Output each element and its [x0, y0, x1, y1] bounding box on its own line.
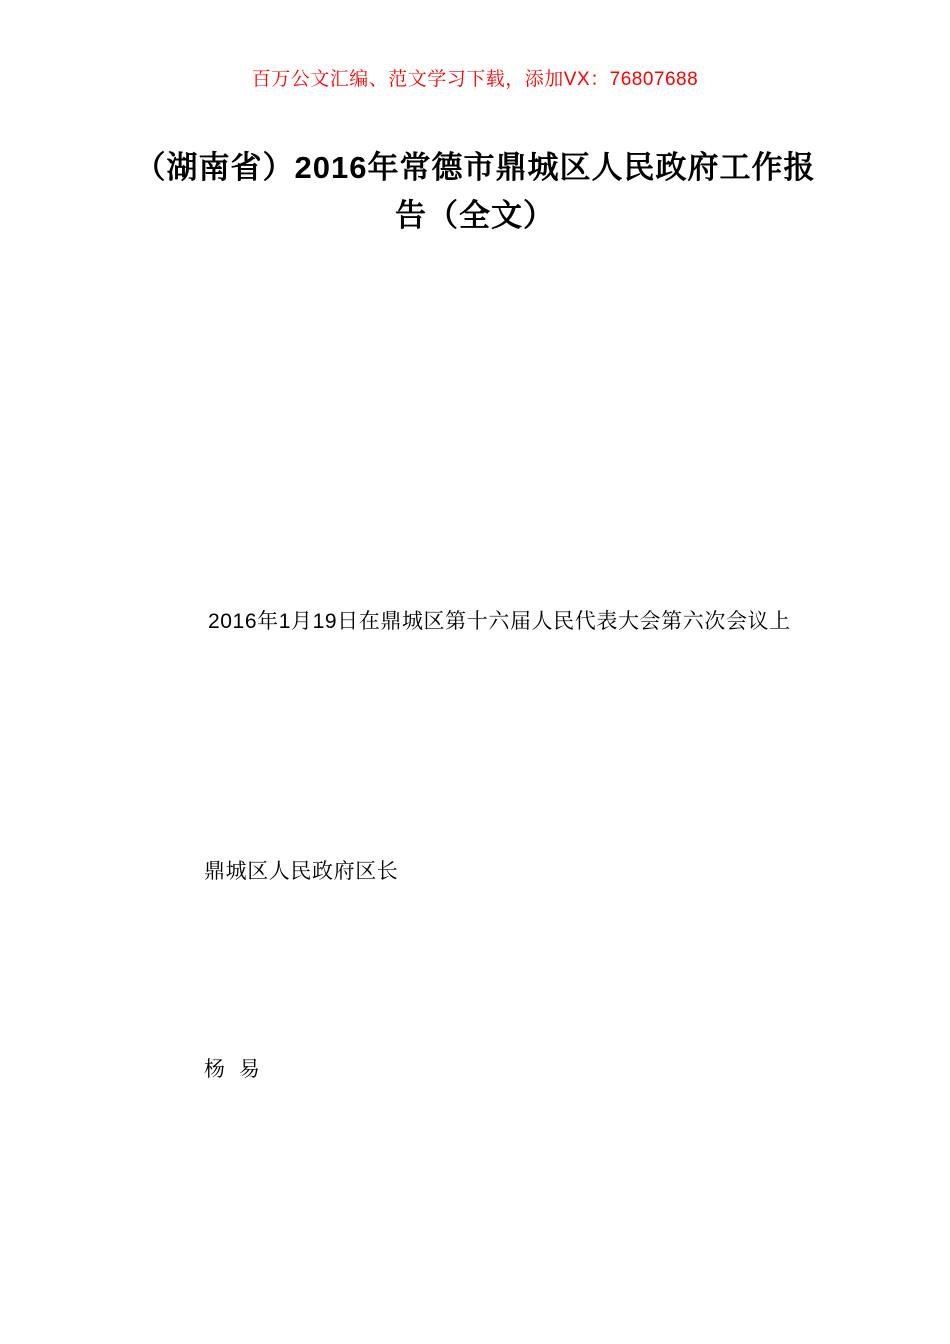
speaker-role-text: 鼎城区人民政府区长 [204, 860, 399, 883]
page-title: （湖南省）2016年常德市鼎城区人民政府工作报告（全文） [134, 150, 816, 234]
speaker-name-text: 杨 易 [204, 1058, 264, 1081]
watermark-promo-text: 百万公文汇编、范文学习下载，添加VX：76807688 [251, 69, 699, 90]
meeting-info-text: 2016年1月19日在鼎城区第十六届人民代表大会第六次会议上 [208, 610, 791, 633]
